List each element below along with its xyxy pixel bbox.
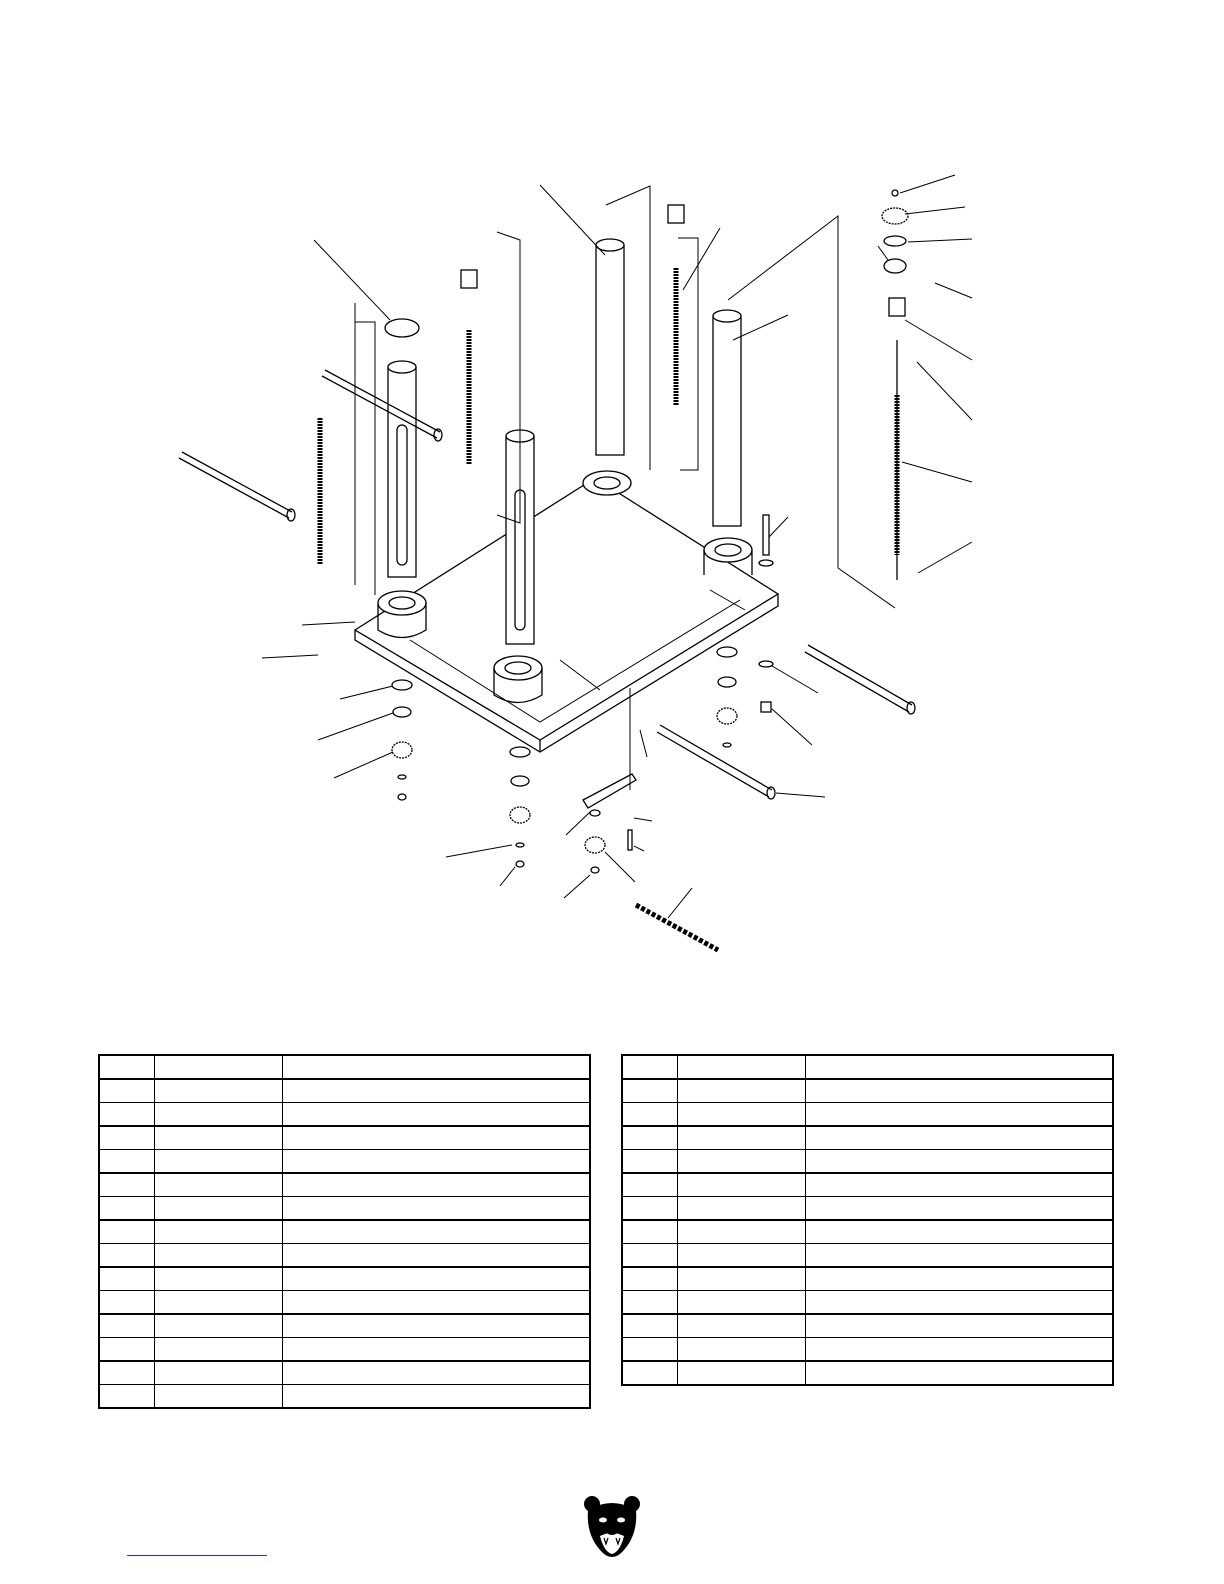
- table-row: [99, 1291, 590, 1315]
- nut-block-mid: [461, 270, 477, 288]
- table-row: [99, 1385, 590, 1409]
- table-row: [622, 1103, 1113, 1127]
- table-row: [99, 1338, 590, 1362]
- parts-table-left: [98, 1054, 591, 1409]
- column-right: [713, 310, 741, 526]
- table-row: [622, 1126, 1113, 1150]
- column-back: [596, 239, 624, 455]
- bear-head-logo-icon: [582, 1494, 642, 1564]
- nut-block-back: [668, 205, 684, 223]
- rod-left-lower: [179, 452, 295, 521]
- bolt: [763, 515, 769, 555]
- rod-left-upper: [322, 370, 442, 441]
- sprocket-stack-left: [392, 680, 412, 800]
- hex-nut: [761, 702, 771, 712]
- table-row: [622, 1079, 1113, 1103]
- washer-lower: [759, 661, 773, 667]
- table-row: [99, 1220, 590, 1244]
- table-row: [99, 1150, 590, 1174]
- table-row: [622, 1244, 1113, 1268]
- retaining-ring: [884, 236, 906, 246]
- snap-ring: [385, 319, 419, 337]
- table-row: [99, 1267, 590, 1291]
- table-row: [99, 1361, 590, 1385]
- table-row: [622, 1173, 1113, 1197]
- rod-front: [657, 725, 775, 799]
- table-row: [99, 1079, 590, 1103]
- washer: [759, 560, 773, 566]
- table-row: [622, 1267, 1113, 1291]
- table-row: [99, 1126, 590, 1150]
- table-row: [622, 1220, 1113, 1244]
- table-row: [99, 1197, 590, 1221]
- column-left: [388, 361, 416, 577]
- table-row: [99, 1103, 590, 1127]
- parts-table-right: [621, 1054, 1114, 1386]
- table-row: [622, 1314, 1113, 1338]
- table-row: [99, 1244, 590, 1268]
- table-row: [622, 1197, 1113, 1221]
- chain: [636, 905, 718, 950]
- table-header-row: [622, 1055, 1113, 1079]
- table-header-row: [99, 1055, 590, 1079]
- table-row: [622, 1361, 1113, 1385]
- column-boss-back: [583, 471, 631, 495]
- nut-block-right: [889, 298, 905, 316]
- table-row: [99, 1173, 590, 1197]
- table-row: [622, 1291, 1113, 1315]
- table-row: [622, 1338, 1113, 1362]
- tensioner-arm: [583, 774, 636, 808]
- gear: [882, 208, 908, 224]
- table-row: [99, 1314, 590, 1338]
- collar: [884, 259, 906, 273]
- footer-link[interactable]: [127, 1555, 267, 1556]
- sprocket-stack-right: [717, 647, 737, 747]
- idler-sprocket: [585, 837, 605, 853]
- table-row: [622, 1150, 1113, 1174]
- sprocket-stack-front: [510, 747, 530, 867]
- rod-right: [805, 645, 915, 714]
